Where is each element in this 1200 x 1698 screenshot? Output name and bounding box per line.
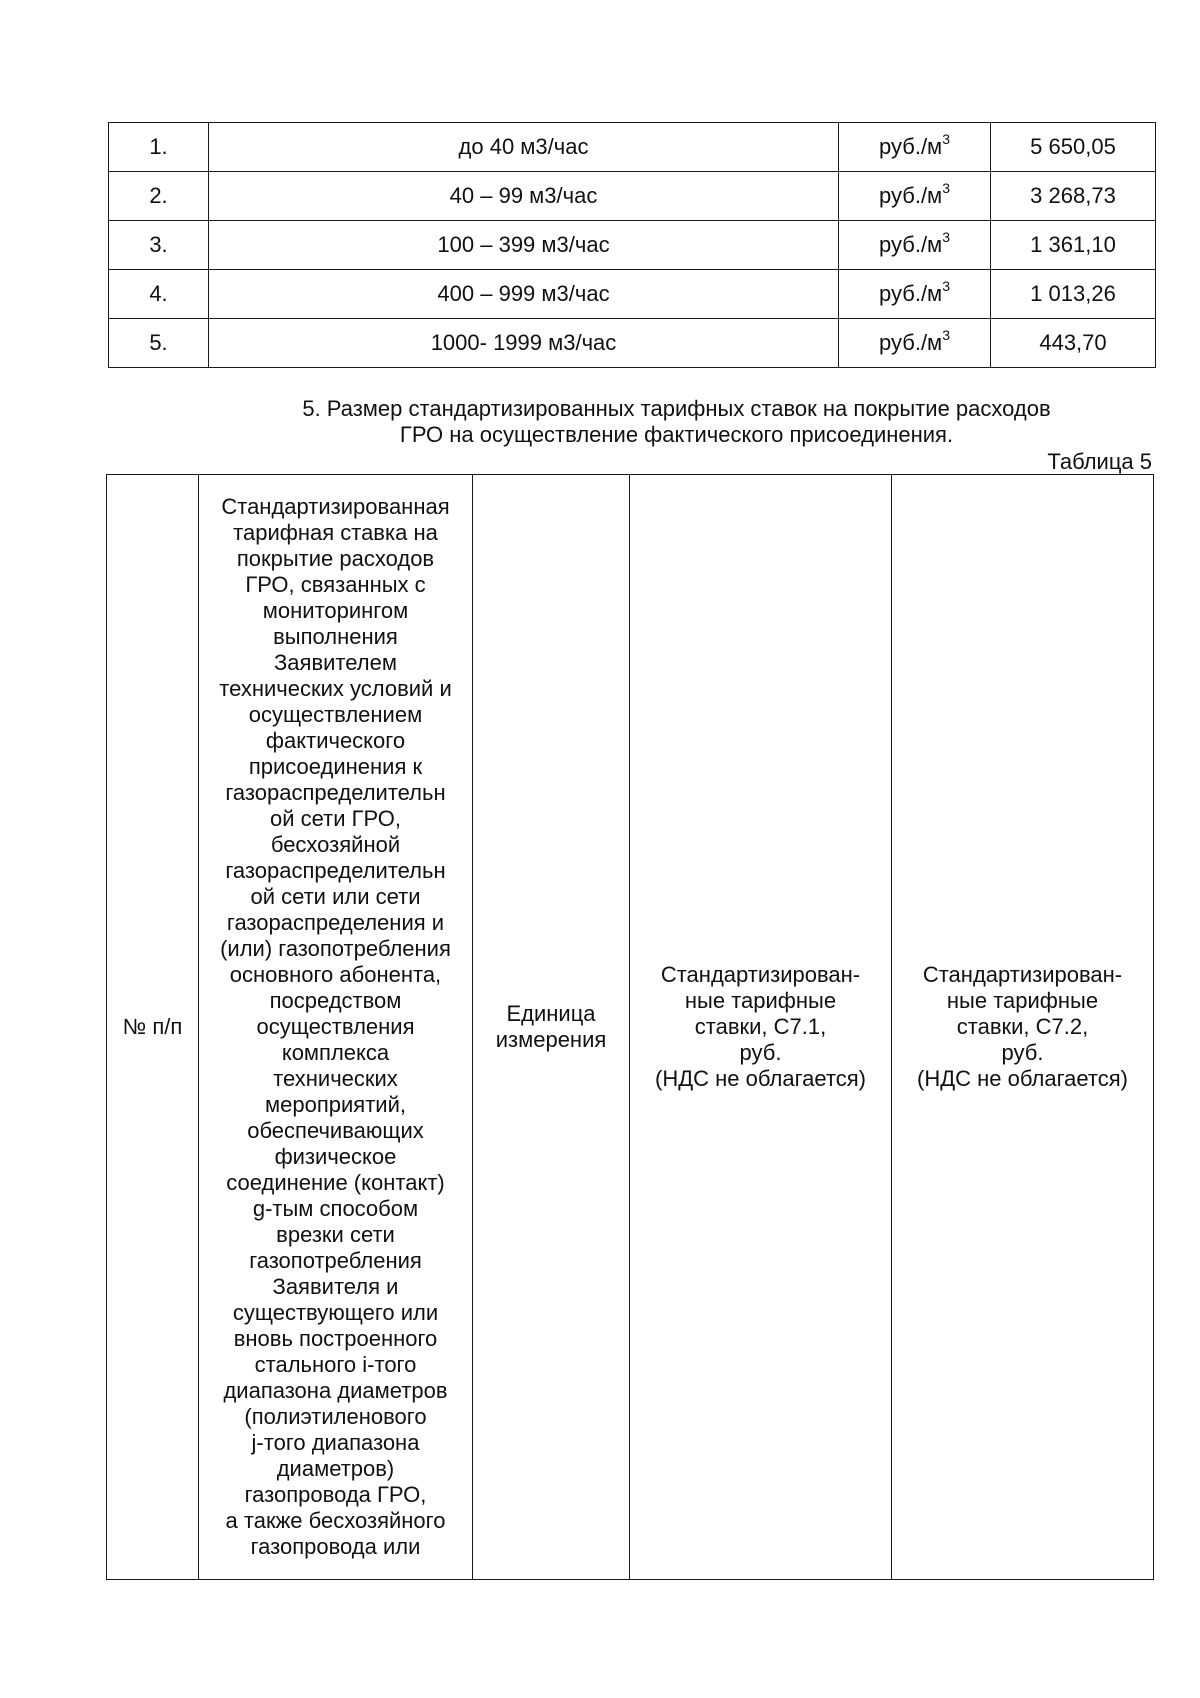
flow-range: 1000- 1999 м3/час — [209, 319, 839, 368]
header-number-text: № п/п — [122, 1014, 183, 1039]
table-header-row — [107, 475, 1154, 1580]
table-row — [109, 270, 1156, 319]
rates-table — [108, 122, 1156, 368]
table-row — [109, 221, 1156, 270]
header-unit — [473, 475, 630, 1580]
header-unit-text: Единица измерения — [495, 1001, 607, 1052]
unit-exponent: 3 — [942, 228, 950, 245]
header-rate-c72 — [892, 475, 1154, 1580]
unit-exponent: 3 — [942, 130, 950, 147]
unit-exponent: 3 — [942, 326, 950, 343]
unit-exponent: 3 — [942, 277, 950, 294]
table-label: Таблица 5 — [1047, 449, 1152, 474]
unit-exponent: 3 — [942, 179, 950, 196]
row-number: 3. — [109, 221, 209, 270]
section-heading — [108, 396, 1155, 448]
unit-label: руб./м — [879, 134, 943, 159]
unit-label: руб./м — [879, 330, 943, 355]
header-description-text: Стандартизированная тарифная ставка на покрытие расходов ГРО, связанных с мониторингом выполнения Заявителем технических условий и осуществлением фактического присоединения к газораспределительн ой сети ГРО, бесхозяйной газораспределительн ой сети или сети газораспределения и (или) газопотребления основного абонента, посредством осуществления комплекса технических мероприятий, обеспечивающих физическое соединение (контакт) g-тым способом врезки сети газопотребления Заявителя и существующего или вновь построенного стального i-того диапазона диаметров (полиэтиленового j-того диапазона диаметров) газопровода ГРО, а также бесхозяйного газопровода или — [219, 494, 452, 1559]
rate-value: 1 013,26 — [991, 270, 1156, 319]
unit-label: руб./м — [879, 232, 943, 257]
unit-label: руб./м — [879, 183, 943, 208]
unit-cell — [839, 319, 991, 368]
rate-value: 3 268,73 — [991, 172, 1156, 221]
flow-range: до 40 м3/час — [209, 123, 839, 172]
standard-rates-table — [106, 474, 1154, 1580]
header-rate-c71-text: Стандартизирован- ные тарифные ставки, С7.1, руб. (НДС не облагается) — [655, 962, 866, 1091]
row-number: 4. — [109, 270, 209, 319]
header-description — [199, 475, 473, 1580]
section-heading-line-1: 5. Размер стандартизированных тарифных ставок на покрытие расходов — [302, 396, 1051, 421]
rate-value: 1 361,10 — [991, 221, 1156, 270]
row-number: 1. — [109, 123, 209, 172]
section-heading-line-2: ГРО на осуществление фактического присоединения. — [399, 422, 954, 447]
header-rate-c72-text: Стандартизирован- ные тарифные ставки, С7.2, руб. (НДС не облагается) — [917, 962, 1128, 1091]
table-row — [109, 172, 1156, 221]
header-number — [107, 475, 199, 1580]
flow-range: 100 – 399 м3/час — [209, 221, 839, 270]
unit-cell — [839, 172, 991, 221]
unit-label: руб./м — [879, 281, 943, 306]
row-number: 2. — [109, 172, 209, 221]
rate-value: 5 650,05 — [991, 123, 1156, 172]
table-row — [109, 123, 1156, 172]
unit-cell — [839, 221, 991, 270]
flow-range: 40 – 99 м3/час — [209, 172, 839, 221]
unit-cell — [839, 270, 991, 319]
table-row — [109, 319, 1156, 368]
header-rate-c71 — [630, 475, 892, 1580]
row-number: 5. — [109, 319, 209, 368]
flow-range: 400 – 999 м3/час — [209, 270, 839, 319]
rate-value: 443,70 — [991, 319, 1156, 368]
unit-cell — [839, 123, 991, 172]
